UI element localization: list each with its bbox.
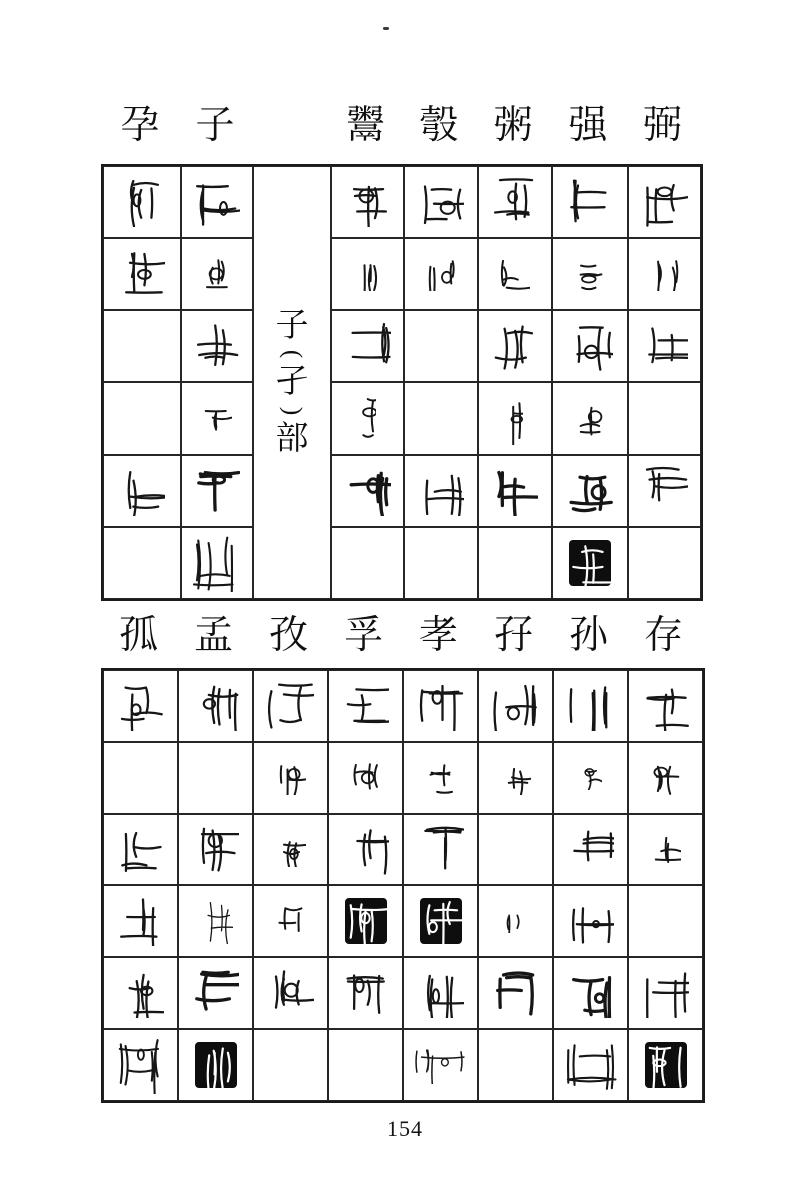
glyph-cell-鬻	[331, 310, 404, 382]
header-char: 孙	[568, 613, 608, 657]
glyph-cell-孚	[328, 814, 403, 886]
glyph-cell-孜	[253, 742, 328, 814]
glyph-cell-鬻	[331, 455, 404, 527]
empty-cell	[628, 527, 701, 599]
seal-glyph-孙	[568, 681, 614, 731]
glyph-cell-孤	[103, 1029, 178, 1101]
glyph-cell-子	[181, 455, 253, 527]
glyph-cell-强	[552, 310, 628, 382]
seal-glyph-强	[567, 177, 613, 227]
seal-glyph-孖	[493, 968, 539, 1018]
radical-label-char: 子	[275, 307, 309, 344]
glyph-cell-弼	[628, 238, 701, 310]
seal-glyph-彀	[426, 257, 456, 291]
seal-glyph-孖	[505, 909, 527, 933]
close-paren: )	[278, 406, 306, 415]
seal-glyph-孙	[564, 1036, 618, 1094]
glyph-cell-孕	[103, 238, 181, 310]
glyph-cell-孟	[178, 814, 253, 886]
seal-glyph-子	[194, 466, 240, 516]
seal-glyph-孚	[351, 761, 381, 795]
glyph-cell-强	[552, 382, 628, 454]
seal-glyph-孚	[343, 681, 389, 731]
seal-glyph-粥	[492, 177, 538, 227]
seal-glyph-强	[567, 321, 613, 371]
radical-label-char: 部	[275, 420, 309, 457]
seal-glyph-孟	[199, 898, 233, 944]
seal-glyph-子	[194, 177, 240, 227]
header-gap	[251, 96, 329, 154]
seal-glyph-彀	[418, 177, 464, 227]
seal-glyph-鬻	[360, 393, 376, 445]
seal-glyph-粥	[492, 321, 538, 371]
glyph-cell-子	[181, 310, 253, 382]
seal-glyph-子	[190, 534, 244, 592]
seal-glyph-孟	[193, 968, 239, 1018]
seal-glyph-孚	[345, 898, 387, 944]
stamp-cell-孚	[328, 885, 403, 957]
seal-glyph-子	[194, 321, 240, 371]
empty-cell	[328, 1029, 403, 1101]
glyph-cell-弼	[628, 455, 701, 527]
glyph-cell-孤	[103, 814, 178, 886]
glyph-cell-鬻	[331, 382, 404, 454]
glyph-cell-存	[628, 670, 703, 742]
glyph-cell-孙	[553, 670, 628, 742]
glyph-cell-粥	[478, 310, 552, 382]
glyph-cell-孕	[103, 455, 181, 527]
glyph-cell-子	[181, 166, 253, 238]
glyph-cell-孟	[178, 885, 253, 957]
section2-header-row	[101, 606, 701, 664]
empty-cell	[103, 742, 178, 814]
glyph-cell-孜	[253, 670, 328, 742]
glyph-cell-孖	[478, 670, 553, 742]
empty-cell	[103, 527, 181, 599]
seal-glyph-孟	[195, 1042, 237, 1088]
stamp-cell-孟	[178, 1029, 253, 1101]
glyph-cell-孤	[103, 885, 178, 957]
empty-cell	[253, 1029, 328, 1101]
glyph-cell-鬻	[331, 238, 404, 310]
seal-glyph-弼	[642, 466, 688, 516]
seal-glyph-孜	[268, 968, 314, 1018]
seal-glyph-存	[651, 761, 681, 795]
glyph-cell-子	[181, 527, 253, 599]
seal-glyph-子	[202, 402, 232, 436]
seal-glyph-孕	[119, 466, 165, 516]
seal-glyph-孜	[268, 681, 314, 731]
seal-glyph-强	[575, 402, 605, 436]
header-char: 彀	[419, 103, 459, 147]
seal-glyph-孝	[418, 825, 464, 875]
glyph-cell-孟	[178, 957, 253, 1029]
seal-glyph-孕	[119, 177, 165, 227]
empty-cell	[103, 382, 181, 454]
seal-glyph-存	[643, 681, 689, 731]
empty-cell	[404, 382, 478, 454]
seal-glyph-鬻	[345, 466, 391, 516]
empty-cell	[628, 885, 703, 957]
glyph-cell-存	[628, 814, 703, 886]
glyph-cell-粥	[478, 455, 552, 527]
open-paren: (	[278, 349, 306, 359]
seal-glyph-孝	[410, 1046, 472, 1084]
radical-table-1	[101, 164, 703, 601]
glyph-cell-粥	[478, 166, 552, 238]
header-char: 孜	[268, 613, 308, 657]
glyph-cell-孕	[103, 166, 181, 238]
radical-table-2	[101, 668, 705, 1103]
glyph-cell-强	[552, 166, 628, 238]
header-char: 孤	[118, 613, 158, 657]
empty-cell	[103, 310, 181, 382]
glyph-cell-孝	[403, 670, 478, 742]
seal-glyph-孖	[501, 761, 531, 795]
seal-glyph-孜	[276, 833, 306, 867]
glyph-cell-孚	[328, 957, 403, 1029]
seal-glyph-强	[567, 466, 613, 516]
seal-glyph-孝	[418, 681, 464, 731]
seal-glyph-孟	[193, 681, 239, 731]
glyph-cell-孙	[553, 957, 628, 1029]
radical-label-char: 孑	[275, 364, 309, 401]
seal-glyph-孤	[118, 896, 164, 946]
seal-glyph-孜	[276, 904, 306, 938]
header-char: 孝	[418, 613, 458, 657]
glyph-cell-孚	[328, 670, 403, 742]
header-char: 孖	[493, 613, 533, 657]
seal-glyph-孙	[568, 896, 614, 946]
seal-glyph-弼	[642, 177, 688, 227]
seal-glyph-鬻	[345, 321, 391, 371]
glyph-cell-孝	[403, 742, 478, 814]
empty-cell	[478, 1029, 553, 1101]
empty-cell	[178, 742, 253, 814]
seal-glyph-孙	[568, 825, 614, 875]
seal-glyph-粥	[492, 466, 538, 516]
glyph-cell-孙	[553, 1029, 628, 1101]
seal-glyph-孚	[343, 968, 389, 1018]
empty-cell	[404, 310, 478, 382]
glyph-cell-粥	[478, 238, 552, 310]
section1-header-row	[101, 96, 699, 154]
glyph-cell-孝	[403, 957, 478, 1029]
empty-cell	[404, 527, 478, 599]
glyph-cell-存	[628, 957, 703, 1029]
seal-glyph-孙	[568, 968, 614, 1018]
seal-glyph-鬻	[353, 257, 383, 291]
seal-glyph-孤	[118, 681, 164, 731]
glyph-cell-强	[552, 455, 628, 527]
glyph-cell-强	[552, 238, 628, 310]
glyph-cell-子	[181, 238, 253, 310]
empty-cell	[628, 382, 701, 454]
header-char: 子	[195, 103, 235, 147]
seal-glyph-孝	[420, 898, 462, 944]
glyph-cell-孙	[553, 814, 628, 886]
seal-glyph-彀	[418, 466, 464, 516]
header-char: 孕	[120, 103, 160, 147]
seal-glyph-孝	[426, 761, 456, 795]
seal-glyph-孤	[118, 825, 164, 875]
header-char: 孟	[193, 613, 233, 657]
page-number: 154	[387, 1116, 423, 1141]
empty-cell	[478, 527, 552, 599]
seal-glyph-鬻	[345, 177, 391, 227]
glyph-cell-孜	[253, 957, 328, 1029]
glyph-cell-孝	[403, 814, 478, 886]
glyph-cell-孜	[253, 814, 328, 886]
glyph-cell-存	[628, 742, 703, 814]
header-char: 强	[568, 103, 608, 147]
stamp-cell-强	[552, 527, 628, 599]
header-char: 孚	[343, 613, 383, 657]
glyph-cell-彀	[404, 238, 478, 310]
header-char: 鬻	[345, 103, 385, 147]
seal-glyph-孚	[343, 825, 389, 875]
seal-glyph-孕	[119, 249, 165, 299]
seal-glyph-孤	[114, 1036, 168, 1094]
stamp-cell-孝	[403, 885, 478, 957]
seal-glyph-弼	[650, 257, 680, 291]
glyph-cell-粥	[478, 382, 552, 454]
glyph-cell-孤	[103, 670, 178, 742]
empty-cell	[478, 814, 553, 886]
seal-glyph-存	[651, 833, 681, 867]
glyph-cell-弼	[628, 310, 701, 382]
glyph-cell-孚	[328, 742, 403, 814]
scan-speck	[383, 27, 389, 30]
glyph-cell-孖	[478, 742, 553, 814]
glyph-cell-孙	[553, 742, 628, 814]
header-char: 粥	[493, 103, 533, 147]
seal-glyph-强	[569, 540, 611, 586]
glyph-cell-孜	[253, 885, 328, 957]
seal-glyph-孟	[193, 825, 239, 875]
radical-label	[253, 166, 331, 599]
seal-glyph-孖	[493, 681, 539, 731]
glyph-cell-孖	[478, 957, 553, 1029]
seal-glyph-孙	[580, 766, 602, 790]
glyph-cell-彀	[404, 455, 478, 527]
seal-glyph-孝	[418, 968, 464, 1018]
seal-glyph-弼	[642, 321, 688, 371]
seal-glyph-强	[575, 257, 605, 291]
stamp-cell-存	[628, 1029, 703, 1101]
glyph-cell-弼	[628, 166, 701, 238]
glyph-cell-孝	[403, 1029, 478, 1101]
header-char: 存	[643, 613, 683, 657]
glyph-cell-彀	[404, 166, 478, 238]
seal-glyph-粥	[500, 257, 530, 291]
seal-glyph-存	[645, 1042, 687, 1088]
glyph-cell-孖	[478, 885, 553, 957]
seal-glyph-孤	[118, 968, 164, 1018]
seal-glyph-粥	[507, 393, 523, 445]
glyph-cell-孙	[553, 885, 628, 957]
header-char: 弼	[642, 103, 682, 147]
seal-glyph-存	[643, 968, 689, 1018]
glyph-cell-孟	[178, 670, 253, 742]
glyph-cell-孤	[103, 957, 178, 1029]
empty-cell	[331, 527, 404, 599]
seal-glyph-子	[202, 257, 232, 291]
glyph-cell-鬻	[331, 166, 404, 238]
seal-glyph-孜	[276, 761, 306, 795]
glyph-cell-子	[181, 382, 253, 454]
